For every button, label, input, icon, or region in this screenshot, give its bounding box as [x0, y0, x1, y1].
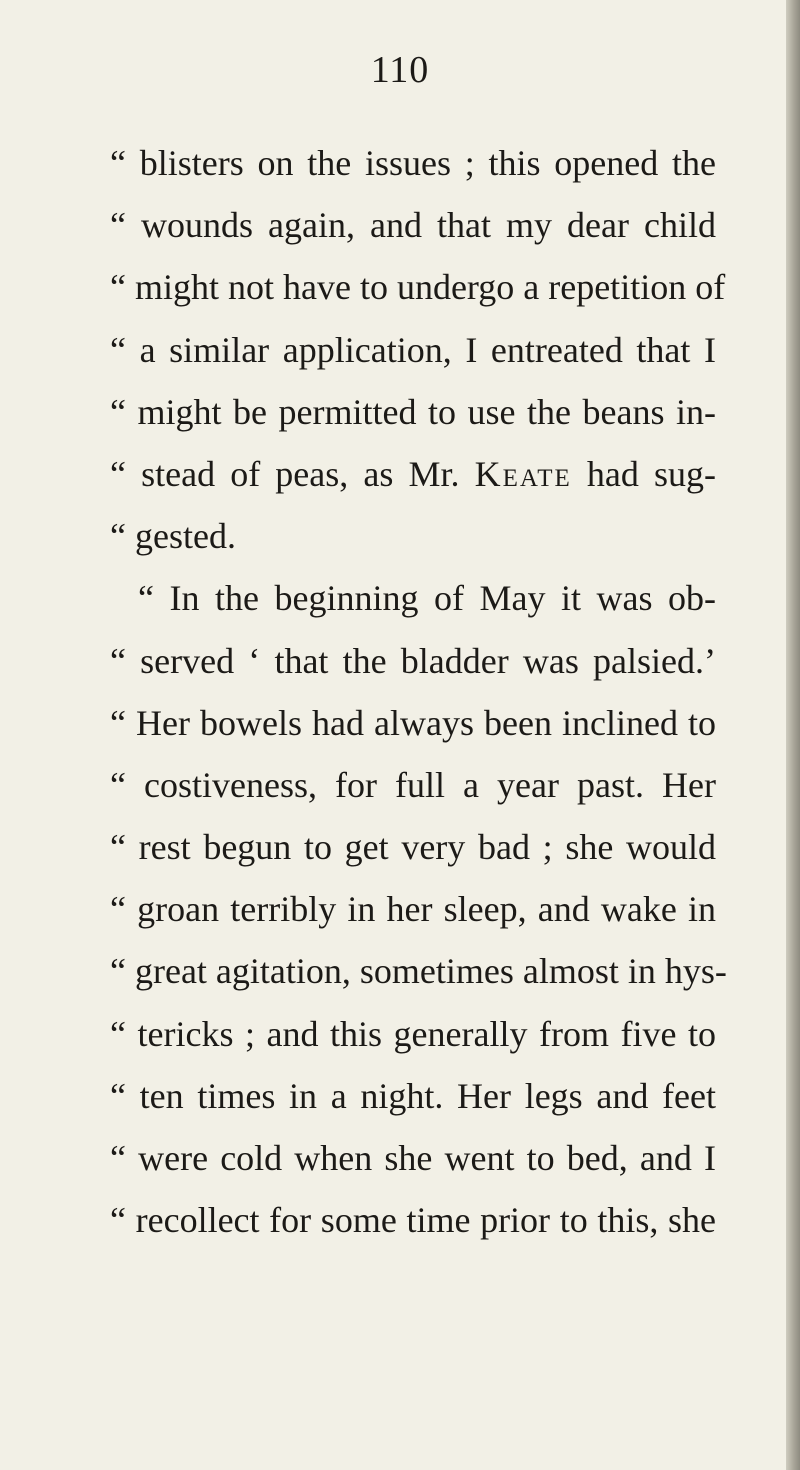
- text-line-with-name: [110, 443, 716, 505]
- text-line: “ Her bowels had always been inclined to: [110, 702, 716, 743]
- page-number: 110: [370, 49, 430, 91]
- person-name: Keate: [474, 453, 572, 494]
- paragraph-start-line: “ In the beginning of May it was ob-: [138, 578, 716, 619]
- body-text: [110, 132, 727, 1251]
- text-segment: “ stead of peas, as Mr.: [110, 453, 460, 494]
- text-line: “ rest begun to get very bad ; she would: [110, 827, 716, 868]
- text-line: “ tericks ; and this generally from five to: [110, 1013, 716, 1054]
- text-line: “ were cold when she went to bed, and I: [110, 1138, 716, 1178]
- text-line: “ recollect for some time prior to this, she: [110, 1200, 716, 1241]
- text-line: “ served ‘ that the bladder was palsied.’: [110, 640, 716, 681]
- text-line: “ great agitation, sometimes almost in hys-: [110, 951, 727, 992]
- text-line: “ blisters on the issues ; this opened the: [110, 143, 716, 183]
- text-line: “ gested.: [110, 516, 236, 557]
- text-line: “ a similar application, I entreated that I: [110, 329, 716, 370]
- text-line: “ groan terribly in her sleep, and wake in: [110, 889, 716, 930]
- text-segment: had sug-: [586, 453, 716, 494]
- text-line: “ costiveness, for full a year past. Her: [110, 764, 716, 805]
- text-line: “ might not have to undergo a repetition of: [110, 267, 726, 308]
- text-line: “ might be permitted to use the beans in-: [110, 391, 716, 432]
- text-line: “ ten times in a night. Her legs and feet: [110, 1075, 716, 1116]
- text-line: “ wounds again, and that my dear child: [110, 205, 716, 246]
- page-edge-shadow: [786, 0, 800, 1470]
